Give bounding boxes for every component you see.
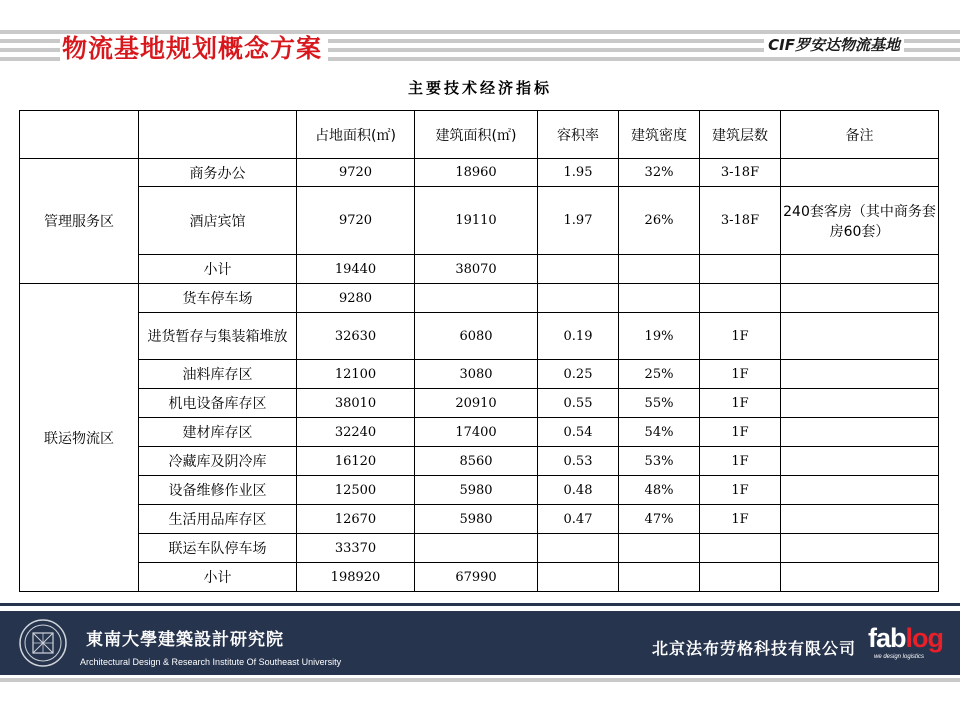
item-name-cell: 货车停车场 <box>139 284 297 313</box>
table-row <box>20 476 939 505</box>
density-cell: 53% <box>619 447 700 476</box>
note-cell <box>781 476 939 505</box>
land-area-cell: 9720 <box>297 159 415 187</box>
density-cell: 47% <box>619 505 700 534</box>
floor-area-cell: 6080 <box>415 313 538 360</box>
note-cell <box>781 313 939 360</box>
header-group-col <box>20 111 139 159</box>
floor-area-cell: 17400 <box>415 418 538 447</box>
far-cell: 0.48 <box>538 476 619 505</box>
footer-band <box>0 611 960 675</box>
note-cell <box>781 418 939 447</box>
far-cell: 1.95 <box>538 159 619 187</box>
storeys-cell: 1F <box>700 313 781 360</box>
land-area-cell: 16120 <box>297 447 415 476</box>
footer-bottom-stripe <box>0 678 960 682</box>
zone-name-cell: 联运物流区 <box>20 284 139 592</box>
land-area-cell: 33370 <box>297 534 415 563</box>
note-cell <box>781 563 939 592</box>
far-cell <box>538 563 619 592</box>
item-name-cell: 生活用品库存区 <box>139 505 297 534</box>
header-floor-area: 建筑面积(㎡) <box>415 111 538 159</box>
storeys-cell: 1F <box>700 418 781 447</box>
item-name-cell: 联运车队停车场 <box>139 534 297 563</box>
land-area-cell: 9720 <box>297 187 415 255</box>
note-cell <box>781 255 939 284</box>
brand-fab: fab <box>868 623 906 653</box>
header-storeys: 建筑层数 <box>700 111 781 159</box>
storeys-cell <box>700 563 781 592</box>
storeys-cell <box>700 255 781 284</box>
footer-top-line <box>0 603 960 606</box>
far-cell: 0.47 <box>538 505 619 534</box>
note-cell <box>781 284 939 313</box>
land-area-cell: 9280 <box>297 284 415 313</box>
note-cell <box>781 534 939 563</box>
floor-area-cell: 3080 <box>415 360 538 389</box>
header-density: 建筑密度 <box>619 111 700 159</box>
density-cell <box>619 255 700 284</box>
far-cell: 0.19 <box>538 313 619 360</box>
table-row <box>20 563 939 592</box>
header-land-area: 占地面积(㎡) <box>297 111 415 159</box>
institute-name: 東南大學建築設計研究院 <box>86 630 284 650</box>
land-area-cell: 12670 <box>297 505 415 534</box>
fablog-logo <box>868 623 946 667</box>
far-cell: 0.25 <box>538 360 619 389</box>
note-cell <box>781 447 939 476</box>
storeys-cell <box>700 284 781 313</box>
far-cell: 0.55 <box>538 389 619 418</box>
density-cell: 19% <box>619 313 700 360</box>
item-name-cell: 小计 <box>139 255 297 284</box>
table-row <box>20 159 939 187</box>
land-area-cell: 12500 <box>297 476 415 505</box>
table-row <box>20 418 939 447</box>
table-row <box>20 389 939 418</box>
far-cell <box>538 534 619 563</box>
floor-area-cell: 38070 <box>415 255 538 284</box>
table-row <box>20 284 939 313</box>
storeys-cell: 1F <box>700 389 781 418</box>
note-cell <box>781 159 939 187</box>
zone-name-cell: 管理服务区 <box>20 159 139 284</box>
storeys-cell: 1F <box>700 505 781 534</box>
far-cell: 1.97 <box>538 187 619 255</box>
land-area-cell: 12100 <box>297 360 415 389</box>
far-cell <box>538 284 619 313</box>
density-cell <box>619 534 700 563</box>
land-area-cell: 32240 <box>297 418 415 447</box>
density-cell <box>619 563 700 592</box>
institute-name-en: Architectural Design & Research Institute Of Southeast University <box>80 657 342 667</box>
item-name-cell: 酒店宾馆 <box>139 187 297 255</box>
storeys-cell: 1F <box>700 476 781 505</box>
floor-area-cell: 5980 <box>415 505 538 534</box>
floor-area-cell: 18960 <box>415 159 538 187</box>
table-row <box>20 505 939 534</box>
storeys-cell <box>700 534 781 563</box>
floor-area-cell: 5980 <box>415 476 538 505</box>
table-row <box>20 313 939 360</box>
density-cell: 54% <box>619 418 700 447</box>
density-cell: 32% <box>619 159 700 187</box>
density-cell: 26% <box>619 187 700 255</box>
far-cell: 0.53 <box>538 447 619 476</box>
item-name-cell: 油料库存区 <box>139 360 297 389</box>
header-item-col <box>139 111 297 159</box>
brand-tagline: we design logistics <box>874 654 925 660</box>
storeys-cell: 1F <box>700 360 781 389</box>
table-row <box>20 447 939 476</box>
item-name-cell: 进货暂存与集装箱堆放 <box>139 313 297 360</box>
metrics-table <box>19 110 939 592</box>
land-area-cell: 198920 <box>297 563 415 592</box>
company-name: 北京法布劳格科技有限公司 <box>652 639 857 658</box>
table-header-row <box>20 111 939 159</box>
land-area-cell: 19440 <box>297 255 415 284</box>
table-row <box>20 534 939 563</box>
item-name-cell: 小计 <box>139 563 297 592</box>
storeys-cell: 1F <box>700 447 781 476</box>
land-area-cell: 32630 <box>297 313 415 360</box>
storeys-cell: 3-18F <box>700 159 781 187</box>
floor-area-cell: 19110 <box>415 187 538 255</box>
table-row <box>20 255 939 284</box>
table-body <box>20 159 939 592</box>
land-area-cell: 38010 <box>297 389 415 418</box>
note-cell <box>781 505 939 534</box>
item-name-cell: 冷藏库及阴冷库 <box>139 447 297 476</box>
floor-area-cell: 67990 <box>415 563 538 592</box>
floor-area-cell: 20910 <box>415 389 538 418</box>
note-cell <box>781 389 939 418</box>
far-cell: 0.54 <box>538 418 619 447</box>
project-name: CIF罗安达物流基地 <box>764 34 904 56</box>
floor-area-cell: 8560 <box>415 447 538 476</box>
density-cell <box>619 284 700 313</box>
page-title: 物流基地规划概念方案 <box>60 34 328 64</box>
density-cell: 25% <box>619 360 700 389</box>
item-name-cell: 机电设备库存区 <box>139 389 297 418</box>
floor-area-cell <box>415 284 538 313</box>
institute-seal-icon <box>18 618 68 668</box>
brand-log: log <box>905 623 943 653</box>
table-row <box>20 187 939 255</box>
far-cell <box>538 255 619 284</box>
table-row <box>20 360 939 389</box>
density-cell: 55% <box>619 389 700 418</box>
note-cell: 240套客房（其中商务套房60套） <box>781 187 939 255</box>
item-name-cell: 建材库存区 <box>139 418 297 447</box>
item-name-cell: 设备维修作业区 <box>139 476 297 505</box>
header-far: 容积率 <box>538 111 619 159</box>
item-name-cell: 商务办公 <box>139 159 297 187</box>
density-cell: 48% <box>619 476 700 505</box>
header-note: 备注 <box>781 111 939 159</box>
storeys-cell: 3-18F <box>700 187 781 255</box>
floor-area-cell <box>415 534 538 563</box>
note-cell <box>781 360 939 389</box>
table-title: 主要技术经济指标 <box>407 79 552 97</box>
